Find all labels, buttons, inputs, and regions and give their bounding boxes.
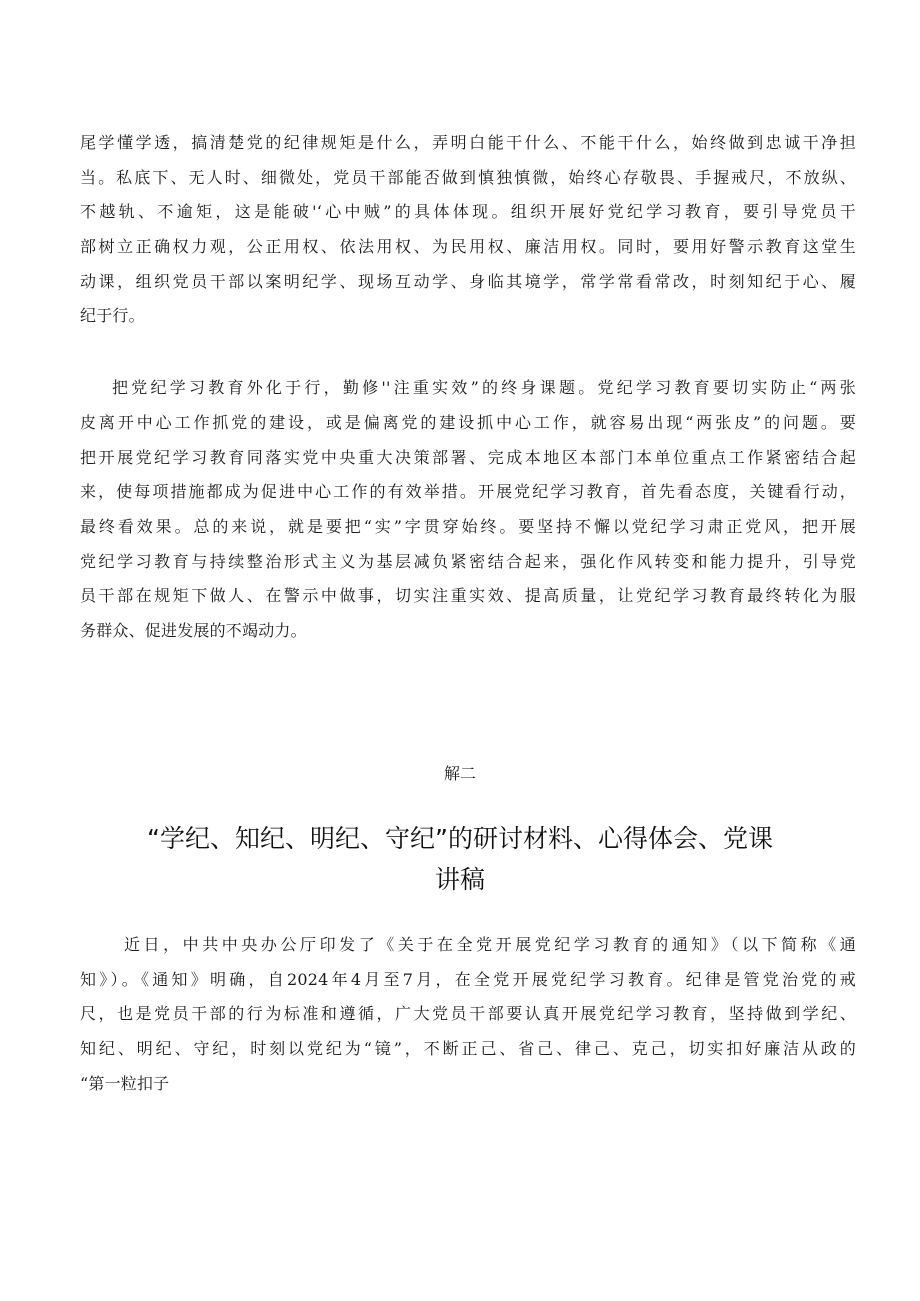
paragraph-gap xyxy=(80,334,856,368)
section-subtitle: 解二 xyxy=(443,764,476,783)
section-1 xyxy=(80,126,856,649)
text-line: 知》）。《通知》明确，自2024年4月至7月，在全党开展党纪学习教育。纪律是管党治党的戒 xyxy=(80,969,856,989)
text-line: 知纪、明纪、守纪，时刻以党纪为“镜”，不断正己、省己、律己、克己，切实扣好廉洁从政的 xyxy=(80,1039,856,1059)
text-line: 尺，也是党员干部的行为标准和遵循，广大党员干部要认真开展党纪学习教育，坚持做到学纪、 xyxy=(80,1004,856,1024)
text-line: 务群众、促进发展的不竭动力。 xyxy=(80,620,307,640)
text-line: 皮离开中心工作抓党的建设，或是偏离党的建设抓中心工作，就容易出现“两张皮”的问题。要 xyxy=(80,412,856,432)
text-line: 来，使每项措施都成为促进中心工作的有效举措。开展党纪学习教育，首先看态度，关键看行动， xyxy=(80,482,856,502)
title-line: “学纪、知纪、明纪、守纪”的研讨材料、心得体会、党课 xyxy=(147,824,773,853)
text-line: 动课，组织党员干部以案明纪学、现场互动学、身临其境学，常学常看常改，时刻知纪于心、履 xyxy=(80,271,856,291)
text-line: 把党纪学习教育外化于行，勤修''注重实效”的终身课题。党纪学习教育要切实防止“两张 xyxy=(112,378,856,398)
text-line: 最终看效果。总的来说，就是要把“实”字贯穿始终。要坚持不懈以党纪学习肃正党风，把开展 xyxy=(80,516,856,536)
text-line: 员干部在规矩下做人、在警示中做事，切实注重实效、提高质量，让党纪学习教育最终转化为服 xyxy=(80,586,856,606)
text-line: 当。私底下、无人时、细微处，党员干部能否做到慎独慎微，始终心存敬畏、手握戒尺，不放纵、 xyxy=(80,167,856,187)
text-line: 部树立正确权力观，公正用权、依法用权、为民用权、廉洁用权。同时，要用好警示教育这堂生 xyxy=(80,237,856,257)
text-line: 纪于行。 xyxy=(80,306,145,326)
text-line: 党纪学习教育与持续整治形式主义为基层减负紧密结合起来，强化作风转变和能力提升，引导党 xyxy=(80,551,856,571)
text-line: “第一粒扣子 xyxy=(80,1073,170,1093)
text-line: 近日，中共中央办公厅印发了《关于在全党开展党纪学习教育的通知》（以下简称《通 xyxy=(124,935,856,954)
text-line: 尾学懂学透，搞清楚党的纪律规矩是什么，弄明白能干什么、不能干什么，始终做到忠诚干净担 xyxy=(80,133,856,152)
section-2-body xyxy=(80,928,856,1101)
title-line: 讲稿 xyxy=(434,865,485,894)
paragraph-3 xyxy=(80,928,856,1101)
text-line: 把开展党纪学习教育同落实党中央重大决策部署、完成本地区本部门本单位重点工作紧密结合起 xyxy=(80,447,856,467)
document-title xyxy=(0,818,920,900)
text-line: 不越轨、不逾矩，这是能破'‘心中贼”的具体体现。组织开展好党纪学习教育，要引导党员干 xyxy=(80,202,856,222)
paragraph-1 xyxy=(80,126,856,334)
paragraph-2 xyxy=(80,371,856,649)
